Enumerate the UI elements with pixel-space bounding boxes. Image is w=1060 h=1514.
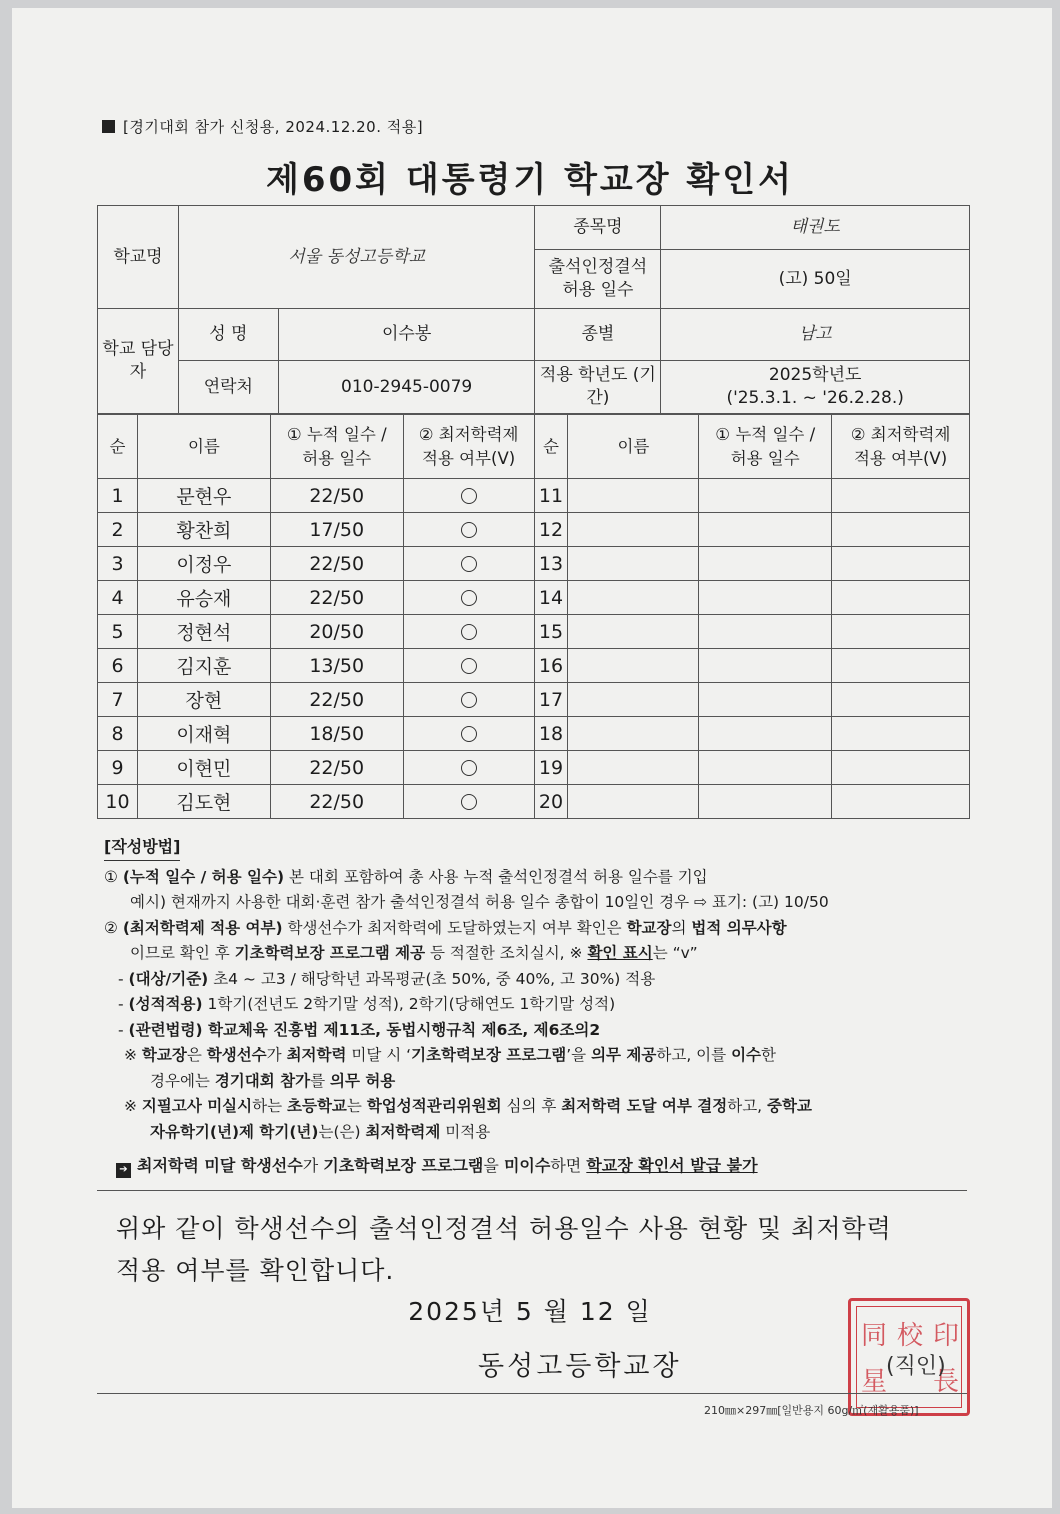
official-seal-icon: 同 校 印 星 長: [848, 1298, 970, 1416]
row-days: 13/50: [270, 649, 403, 683]
row-name-2: [568, 683, 699, 717]
row-min-check: [403, 615, 534, 649]
row-min-check-2: [832, 479, 970, 513]
row-days-2: [699, 683, 832, 717]
school-value: 서울 동성고등학교: [178, 206, 535, 309]
instruction-note-2-cont: 자유학기(년)제 학기(년)는(은) 최저학력제 미적용: [150, 1122, 491, 1141]
circle-check-icon: [461, 488, 477, 504]
contact-value: 010-2945-0079: [278, 361, 535, 414]
row-no: 7: [98, 683, 138, 717]
circle-check-icon: [461, 726, 477, 742]
row-no-2: 14: [534, 581, 568, 615]
table-row: [98, 581, 970, 615]
info-table: [97, 205, 970, 414]
row-name: 정현석: [137, 615, 270, 649]
row-no: 1: [98, 479, 138, 513]
row-no-2: 20: [534, 785, 568, 819]
table-row: [98, 785, 970, 819]
row-days: 22/50: [270, 751, 403, 785]
header-no: 순: [98, 415, 138, 479]
instruction-2-cont: 이므로 확인 후 기초학력보장 프로그램 제공 등 적절한 조치실시, ※ 확인 표시는 “v”: [130, 944, 698, 962]
year-label: 적용 학년도 (기간): [535, 361, 661, 414]
instruction-2: ② (최저학력제 적용 여부) 학생선수가 최저학력에 도달하였는지 여부 확인은 학교장의 법적 의무사항: [104, 918, 787, 937]
event-value: 태권도: [661, 206, 970, 250]
row-name-2: [568, 717, 699, 751]
circle-check-icon: [461, 522, 477, 538]
principal-title: 동성고등학교장: [478, 1351, 682, 1382]
row-no: 5: [98, 615, 138, 649]
circle-check-icon: [461, 590, 477, 606]
row-no: 3: [98, 547, 138, 581]
row-no-2: 13: [534, 547, 568, 581]
table-row: [98, 513, 970, 547]
arrow-box-icon: ➔: [116, 1163, 131, 1178]
header-min: ② 최저학력제 적용 여부(V): [403, 415, 534, 479]
row-name: 김지훈: [137, 649, 270, 683]
paper-spec: 210㎜×297㎜[일반용지 60g/㎡(재활용품)]: [704, 1404, 919, 1417]
row-days-2: [699, 649, 832, 683]
name-value: 이수봉: [278, 309, 535, 361]
instruction-1: ① (누적 일수 / 허용 일수) 본 대회 포함하여 총 사용 누적 출석인정결석 허용 일수를 기입: [104, 867, 708, 886]
row-no-2: 17: [534, 683, 568, 717]
final-warning: ➔ 최저학력 미달 학생선수가 기초학력보장 프로그램을 미이수하면 학교장 확인서 발급 불가: [104, 1153, 974, 1179]
instruction-note-1-cont: 경우에는 경기대회 참가를 의무 허용: [150, 1071, 396, 1090]
allow-days-value: (고) 50일: [661, 250, 970, 309]
table-row: [98, 683, 970, 717]
row-days-2: [699, 479, 832, 513]
row-days: 20/50: [270, 615, 403, 649]
row-name-2: [568, 615, 699, 649]
row-days: 22/50: [270, 683, 403, 717]
header-no-2: 순: [534, 415, 568, 479]
row-no: 2: [98, 513, 138, 547]
row-min-check-2: [832, 547, 970, 581]
circle-check-icon: [461, 624, 477, 640]
divider: [97, 1190, 967, 1191]
year-period: ('25.3.1. ~ '26.2.28.): [726, 388, 904, 408]
row-min-check-2: [832, 513, 970, 547]
instruction-law: - (관련법령) 학교체육 진흥법 제11조, 동법시행규칙 제6조, 제6조의2: [118, 1020, 601, 1039]
header-name-2: 이름: [568, 415, 699, 479]
row-no-2: 15: [534, 615, 568, 649]
table-row: [98, 717, 970, 751]
document-title: 제60회 대통령기 학교장 확인서: [266, 160, 794, 200]
row-days: 18/50: [270, 717, 403, 751]
row-min-check-2: [832, 683, 970, 717]
row-days: 22/50: [270, 479, 403, 513]
roster-header-row: [98, 415, 970, 479]
instruction-target: - (대상/기준) 초4 ~ 고3 / 해당학년 과목평균(초 50%, 중 40%, 고 30%) 적용: [118, 969, 656, 988]
seal-label: (직인): [886, 1354, 946, 1379]
row-name: 문현우: [137, 479, 270, 513]
table-row: [98, 547, 970, 581]
school-label: 학교명: [98, 206, 179, 309]
allow-days-label: 출석인정결석 허용 일수: [535, 250, 661, 309]
row-min-check: [403, 581, 534, 615]
issue-date: 2025년 5 월 12 일: [408, 1297, 652, 1326]
table-row: [98, 479, 970, 513]
row-name: 황찬희: [137, 513, 270, 547]
row-no-2: 16: [534, 649, 568, 683]
row-name: 김도현: [137, 785, 270, 819]
row-name: 이재혁: [137, 717, 270, 751]
contact-label: 연락처: [178, 361, 278, 414]
row-min-check: [403, 513, 534, 547]
row-days: 22/50: [270, 785, 403, 819]
circle-check-icon: [461, 556, 477, 572]
header-days-2: ① 누적 일수 / 허용 일수: [699, 415, 832, 479]
circle-check-icon: [461, 658, 477, 674]
row-days-2: [699, 615, 832, 649]
header-min-2: ② 최저학력제 적용 여부(V): [832, 415, 970, 479]
row-min-check: [403, 785, 534, 819]
row-days-2: [699, 581, 832, 615]
row-days: 17/50: [270, 513, 403, 547]
square-bullet-icon: [102, 120, 115, 133]
row-name-2: [568, 513, 699, 547]
roster-table: [97, 414, 970, 819]
table-row: [98, 615, 970, 649]
row-min-check: [403, 547, 534, 581]
instructions: [104, 834, 974, 1179]
row-days-2: [699, 785, 832, 819]
row-min-check: [403, 717, 534, 751]
circle-check-icon: [461, 760, 477, 776]
row-min-check: [403, 683, 534, 717]
instruction-note-1: ※ 학교장은 학생선수가 최저학력 미달 시 ‘기초학력보장 프로그램’을 의무 제공하고, 이를 이수한: [124, 1046, 776, 1064]
row-days-2: [699, 547, 832, 581]
row-no: 6: [98, 649, 138, 683]
row-name-2: [568, 581, 699, 615]
circle-check-icon: [461, 692, 477, 708]
instruction-grades: - (성적적용) 1학기(전년도 2학기말 성적), 2학기(당해연도 1학기말 성적): [118, 995, 616, 1013]
manager-label: 학교 담당자: [98, 309, 179, 414]
row-min-check: [403, 751, 534, 785]
row-min-check-2: [832, 649, 970, 683]
row-no: 10: [98, 785, 138, 819]
instruction-note-2: ※ 지필고사 미실시하는 초등학교는 학업성적관리위원회 심의 후 최저학력 도달 여부 결정하고, 중학교: [124, 1097, 812, 1115]
row-name-2: [568, 785, 699, 819]
row-min-check-2: [832, 717, 970, 751]
row-name: 이정우: [137, 547, 270, 581]
row-name: 장현: [137, 683, 270, 717]
row-no-2: 18: [534, 717, 568, 751]
row-name-2: [568, 751, 699, 785]
instruction-1-example: 예시) 현재까지 사용한 대회·훈련 참가 출석인정결석 허용 일수 총합이 10일인 경우 ⇨ 표기: (고) 10/50: [130, 893, 829, 911]
gender-label: 종별: [535, 309, 661, 361]
form-note: [경기대회 참가 신청용, 2024.12.20. 적용]: [102, 116, 423, 137]
row-min-check-2: [832, 581, 970, 615]
row-min-check: [403, 479, 534, 513]
row-name: 이현민: [137, 751, 270, 785]
event-label: 종목명: [535, 206, 661, 250]
row-min-check-2: [832, 615, 970, 649]
header-days: ① 누적 일수 / 허용 일수: [270, 415, 403, 479]
row-name: 유승재: [137, 581, 270, 615]
table-row: [98, 649, 970, 683]
row-min-check-2: [832, 785, 970, 819]
row-name-2: [568, 547, 699, 581]
table-row: [98, 751, 970, 785]
row-min-check-2: [832, 751, 970, 785]
name-label: 성 명: [178, 309, 278, 361]
row-no: 9: [98, 751, 138, 785]
row-min-check: [403, 649, 534, 683]
row-no: 8: [98, 717, 138, 751]
row-no: 4: [98, 581, 138, 615]
row-days: 22/50: [270, 581, 403, 615]
row-name-2: [568, 479, 699, 513]
row-no-2: 11: [534, 479, 568, 513]
row-no-2: 12: [534, 513, 568, 547]
year-value: 2025학년도: [768, 365, 862, 386]
row-days: 22/50: [270, 547, 403, 581]
gender-value: 남고: [661, 309, 970, 361]
circle-check-icon: [461, 794, 477, 810]
row-days-2: [699, 751, 832, 785]
row-no-2: 19: [534, 751, 568, 785]
divider-bottom: [97, 1393, 967, 1394]
confirmation-text: 위와 같이 학생선수의 출석인정결석 허용일수 사용 현황 및 최저학력 적용 여부를 확인합니다.: [116, 1214, 892, 1285]
year-value-cell: [661, 361, 970, 414]
row-days-2: [699, 717, 832, 751]
row-days-2: [699, 513, 832, 547]
instructions-title: [작성방법]: [104, 834, 180, 861]
header-name: 이름: [137, 415, 270, 479]
row-name-2: [568, 649, 699, 683]
